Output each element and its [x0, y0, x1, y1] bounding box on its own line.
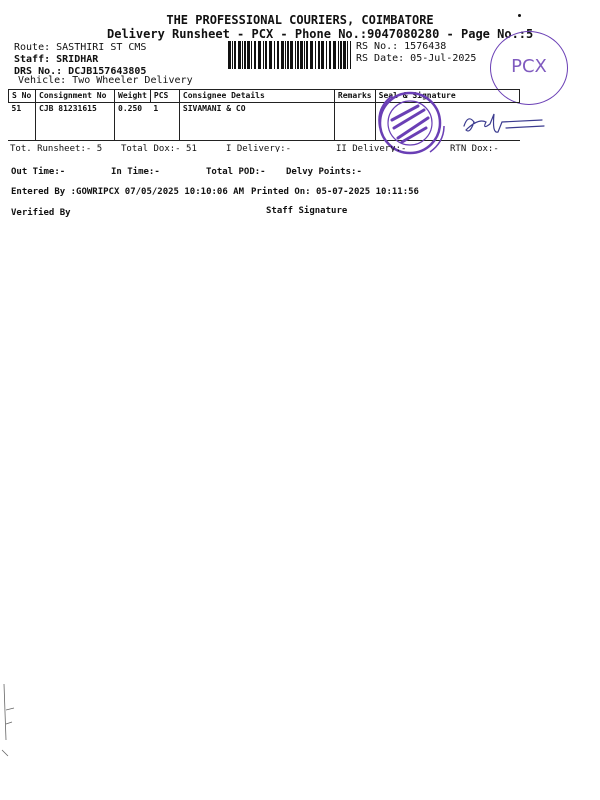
handwritten-signature [458, 108, 548, 140]
route-label: Route: SASTHIRI ST CMS [14, 42, 147, 53]
barcode-bar [306, 41, 308, 69]
barcode-bar [287, 41, 289, 69]
barcode-bar [315, 41, 316, 69]
pcx-stamp-text: PCX [511, 56, 547, 77]
barcode-bar [333, 41, 336, 69]
rs-number: RS No.: 1576438 [356, 41, 447, 52]
barcode-bar [285, 41, 286, 69]
barcode-bar [228, 41, 231, 69]
col-header-consignee: Consignee Details [179, 90, 334, 103]
cell-consignee: SIVAMANI & CO [179, 103, 334, 142]
barcode-bar [321, 41, 324, 69]
col-header-consignment: Consignment No [36, 90, 115, 103]
cell-weight: 0.250 [115, 103, 151, 142]
delivery-points: Delvy Points:- [286, 167, 362, 177]
barcode-bar [318, 41, 320, 69]
barcode-image [228, 41, 351, 69]
barcode-bar [242, 41, 243, 69]
cell-pcs: 1 [150, 103, 179, 142]
in-time: In Time:- [111, 167, 160, 177]
barcode-bar [290, 41, 293, 69]
barcode-bar [238, 41, 241, 69]
barcode-bar [304, 41, 305, 69]
barcode-bar [326, 41, 327, 69]
barcode-bar [251, 41, 252, 69]
total-dox: Total Dox:- 51 [121, 144, 197, 152]
barcode-bar [340, 41, 342, 69]
barcode-bar [295, 41, 296, 69]
out-time: Out Time:- [11, 167, 66, 177]
barcode-bar [258, 41, 261, 69]
barcode-bar [281, 41, 284, 69]
col-header-weight: Weight [115, 90, 151, 103]
col-header-remarks: Remarks [334, 90, 375, 103]
col-header-seal-signature: Seal & Signature [375, 90, 519, 103]
barcode-bar [300, 41, 303, 69]
drs-number: DRS No.: DCJB157643805 [14, 66, 147, 77]
speck-dot [518, 14, 521, 17]
barcode-bar [263, 41, 264, 69]
rs-date: RS Date: 05-Jul-2025 [356, 53, 477, 64]
barcode-bar [297, 41, 299, 69]
ii-delivery: II Delivery:- [336, 144, 407, 152]
scan-artifact [0, 680, 24, 760]
barcode-bar [338, 41, 339, 69]
barcode-bar [244, 41, 246, 69]
barcode-bar [247, 41, 250, 69]
cell-remarks [334, 103, 375, 142]
barcode-bar [265, 41, 267, 69]
barcode-bar [232, 41, 233, 69]
barcode-bar [234, 41, 236, 69]
entered-by: Entered By :GOWRIPCX 07/05/2025 10:10:06 AM [11, 187, 244, 197]
barcode-bar [343, 41, 346, 69]
printed-on: Printed On: 05-07-2025 10:11:56 [251, 187, 419, 197]
cell-consignment-no: CJB 81231615 [36, 103, 115, 142]
barcode-bar [310, 41, 313, 69]
barcode-bar [347, 41, 348, 69]
barcode-bar [277, 41, 279, 69]
staff-label: Staff: SRIDHAR [14, 54, 99, 65]
vehicle-label: Vehicle: Two Wheeler Delivery [18, 75, 193, 86]
rtn-dox: RTN Dox:- [450, 144, 499, 152]
barcode-bar [350, 41, 351, 69]
i-delivery: I Delivery:- [226, 144, 292, 152]
runsheet-title: Delivery Runsheet - PCX - Phone No.:9047080280 - Page No.:5 [107, 27, 534, 41]
barcode-bar [269, 41, 272, 69]
total-runsheet: Tot. Runsheet:- 5 [10, 144, 103, 152]
barcode-bar [329, 41, 331, 69]
barcode-bar [254, 41, 256, 69]
col-header-pcs: PCS [150, 90, 179, 103]
col-header-sno: S No [9, 90, 36, 103]
staff-signature: Staff Signature [266, 206, 348, 216]
total-pod: Total POD:- [206, 167, 266, 177]
verified-by: Verified By [11, 208, 71, 218]
company-name: THE PROFESSIONAL COURIERS, COIMBATORE [166, 13, 434, 27]
barcode-bar [274, 41, 275, 69]
cell-sno: 51 [9, 103, 36, 142]
